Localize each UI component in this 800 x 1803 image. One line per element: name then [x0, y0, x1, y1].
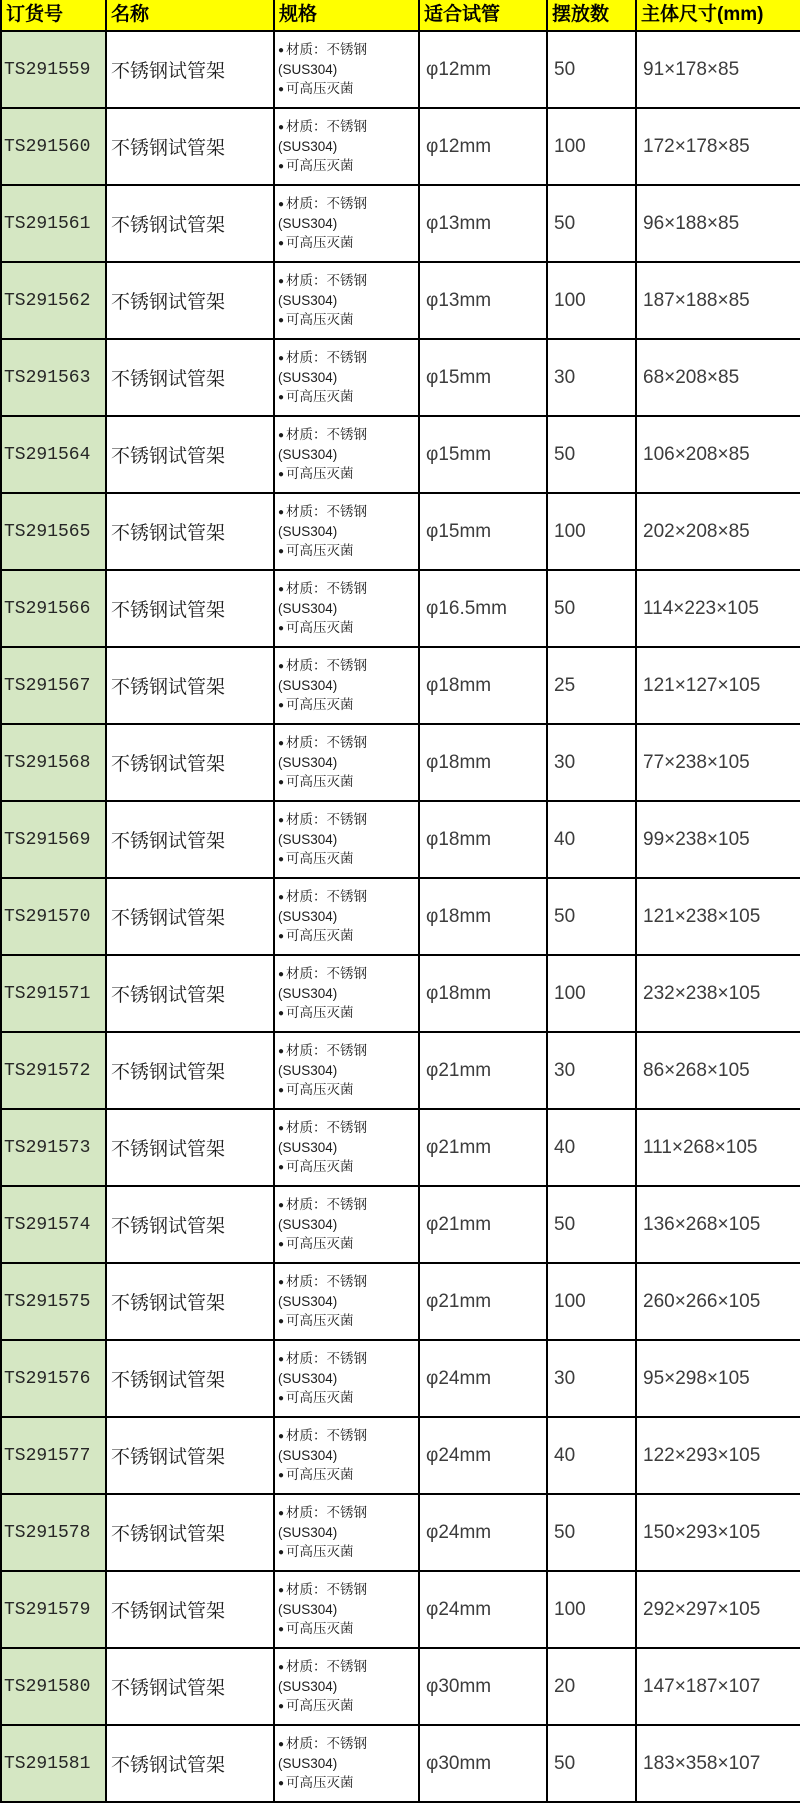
- table-body: [1, 31, 800, 1802]
- capacity-cell: 50: [547, 878, 636, 955]
- tube-size-cell: φ21mm: [419, 1109, 547, 1186]
- spec-line: ● 可高压灭菌: [278, 1544, 354, 1559]
- spec-line: ● 材质：不锈钢: [278, 504, 368, 519]
- order-no-cell: TS291571: [1, 955, 106, 1032]
- order-no-cell: TS291579: [1, 1571, 106, 1648]
- spec-cell: [274, 1186, 419, 1263]
- tube-size-cell: φ15mm: [419, 339, 547, 416]
- table-row: [1, 1263, 800, 1340]
- tube-size-cell: φ18mm: [419, 955, 547, 1032]
- spec-line: ● 可高压灭菌: [278, 235, 354, 250]
- spec-line: ● 可高压灭菌: [278, 1390, 354, 1405]
- spec-line: (SUS304): [278, 293, 338, 308]
- spec-line: ● 材质：不锈钢: [278, 42, 368, 57]
- table-row: [1, 570, 800, 647]
- dimensions-cell: 150×293×105: [636, 1494, 800, 1571]
- order-no-cell: TS291568: [1, 724, 106, 801]
- spec-line: ● 可高压灭菌: [278, 1159, 354, 1174]
- order-no-cell: TS291575: [1, 1263, 106, 1340]
- order-no-cell: TS291560: [1, 108, 106, 185]
- spec-line: ● 可高压灭菌: [278, 1236, 354, 1251]
- bullet-icon: ●: [278, 1354, 285, 1365]
- table-row: [1, 339, 800, 416]
- order-no-cell: TS291578: [1, 1494, 106, 1571]
- order-no-cell: TS291559: [1, 31, 106, 108]
- dimensions-cell: 99×238×105: [636, 801, 800, 878]
- bullet-icon: ●: [278, 1470, 285, 1481]
- spec-line: ● 材质：不锈钢: [278, 119, 368, 134]
- spec-line: (SUS304): [278, 139, 338, 154]
- spec-line: (SUS304): [278, 370, 338, 385]
- spec-line: ● 材质：不锈钢: [278, 273, 368, 288]
- product-name-cell: 不锈钢试管架: [106, 339, 274, 416]
- spec-line: (SUS304): [278, 524, 338, 539]
- bullet-icon: ●: [278, 854, 285, 865]
- spec-cell: [274, 1494, 419, 1571]
- capacity-cell: 50: [547, 1186, 636, 1263]
- spec-line: ● 材质：不锈钢: [278, 1274, 368, 1289]
- capacity-cell: 30: [547, 724, 636, 801]
- order-no-cell: TS291563: [1, 339, 106, 416]
- bullet-icon: ●: [278, 1547, 285, 1558]
- spec-line: (SUS304): [278, 678, 338, 693]
- spec-line: ● 材质：不锈钢: [278, 812, 368, 827]
- dimensions-cell: 183×358×107: [636, 1725, 800, 1802]
- product-name-cell: 不锈钢试管架: [106, 1725, 274, 1802]
- order-no-cell: TS291574: [1, 1186, 106, 1263]
- order-no-cell: TS291581: [1, 1725, 106, 1802]
- bullet-icon: ●: [278, 161, 285, 172]
- tube-size-cell: φ13mm: [419, 262, 547, 339]
- dimensions-cell: 136×268×105: [636, 1186, 800, 1263]
- table-row: [1, 1417, 800, 1494]
- spec-line: (SUS304): [278, 1063, 338, 1078]
- tube-size-cell: φ12mm: [419, 108, 547, 185]
- product-name-cell: 不锈钢试管架: [106, 801, 274, 878]
- bullet-icon: ●: [278, 315, 285, 326]
- product-name-cell: 不锈钢试管架: [106, 955, 274, 1032]
- capacity-cell: 100: [547, 955, 636, 1032]
- bullet-icon: ●: [278, 1239, 285, 1250]
- spec-line: ● 可高压灭菌: [278, 81, 354, 96]
- tube-size-cell: φ21mm: [419, 1032, 547, 1109]
- spec-line: (SUS304): [278, 832, 338, 847]
- spec-cell: [274, 647, 419, 724]
- product-name-cell: 不锈钢试管架: [106, 31, 274, 108]
- spec-line: ● 可高压灭菌: [278, 620, 354, 635]
- bullet-icon: ●: [278, 969, 285, 980]
- order-no-cell: TS291565: [1, 493, 106, 570]
- product-name-cell: 不锈钢试管架: [106, 1340, 274, 1417]
- spec-cell: [274, 1032, 419, 1109]
- bullet-icon: ●: [278, 1431, 285, 1442]
- tube-size-cell: φ15mm: [419, 493, 547, 570]
- tube-size-cell: φ30mm: [419, 1725, 547, 1802]
- bullet-icon: ●: [278, 1277, 285, 1288]
- order-no-cell: TS291576: [1, 1340, 106, 1417]
- spec-line: ● 可高压灭菌: [278, 1621, 354, 1636]
- header-cell-tube: 适合试管: [419, 0, 547, 31]
- spec-line: ● 材质：不锈钢: [278, 1120, 368, 1135]
- spec-line: (SUS304): [278, 216, 338, 231]
- product-name-cell: 不锈钢试管架: [106, 1571, 274, 1648]
- spec-line: (SUS304): [278, 1448, 338, 1463]
- dimensions-cell: 122×293×105: [636, 1417, 800, 1494]
- spec-cell: [274, 1109, 419, 1186]
- table-row: [1, 185, 800, 262]
- spec-line: ● 可高压灭菌: [278, 928, 354, 943]
- table-row: [1, 724, 800, 801]
- spec-cell: [274, 1340, 419, 1417]
- tube-size-cell: φ30mm: [419, 1648, 547, 1725]
- capacity-cell: 30: [547, 1340, 636, 1417]
- table-row: [1, 1494, 800, 1571]
- spec-line: ● 材质：不锈钢: [278, 735, 368, 750]
- bullet-icon: ●: [278, 700, 285, 711]
- bullet-icon: ●: [278, 738, 285, 749]
- dimensions-cell: 232×238×105: [636, 955, 800, 1032]
- spec-cell: [274, 878, 419, 955]
- order-no-cell: TS291570: [1, 878, 106, 955]
- bullet-icon: ●: [278, 584, 285, 595]
- spec-cell: [274, 1725, 419, 1802]
- spec-line: ● 可高压灭菌: [278, 851, 354, 866]
- header-cell-name: 名称: [106, 0, 274, 31]
- product-name-cell: 不锈钢试管架: [106, 185, 274, 262]
- spec-line: ● 材质：不锈钢: [278, 966, 368, 981]
- bullet-icon: ●: [278, 623, 285, 634]
- order-no-cell: TS291573: [1, 1109, 106, 1186]
- spec-line: ● 材质：不锈钢: [278, 889, 368, 904]
- table-row: [1, 1648, 800, 1725]
- spec-line: ● 可高压灭菌: [278, 389, 354, 404]
- capacity-cell: 100: [547, 1571, 636, 1648]
- bullet-icon: ●: [278, 892, 285, 903]
- product-name-cell: 不锈钢试管架: [106, 1417, 274, 1494]
- product-name-cell: 不锈钢试管架: [106, 1032, 274, 1109]
- table-row: [1, 1571, 800, 1648]
- bullet-icon: ●: [278, 238, 285, 249]
- capacity-cell: 100: [547, 493, 636, 570]
- bullet-icon: ●: [278, 469, 285, 480]
- dimensions-cell: 111×268×105: [636, 1109, 800, 1186]
- spec-line: ● 材质：不锈钢: [278, 658, 368, 673]
- dimensions-cell: 202×208×85: [636, 493, 800, 570]
- spec-cell: [274, 570, 419, 647]
- spec-line: (SUS304): [278, 1679, 338, 1694]
- tube-size-cell: φ12mm: [419, 31, 547, 108]
- bullet-icon: ●: [278, 1624, 285, 1635]
- spec-cell: [274, 339, 419, 416]
- bullet-icon: ●: [278, 84, 285, 95]
- spec-cell: [274, 31, 419, 108]
- spec-line: ● 材质：不锈钢: [278, 196, 368, 211]
- table-row: [1, 262, 800, 339]
- capacity-cell: 20: [547, 1648, 636, 1725]
- table-row: [1, 801, 800, 878]
- bullet-icon: ●: [278, 1739, 285, 1750]
- bullet-icon: ●: [278, 1662, 285, 1673]
- capacity-cell: 50: [547, 416, 636, 493]
- table-row: [1, 878, 800, 955]
- capacity-cell: 40: [547, 801, 636, 878]
- spec-cell: [274, 262, 419, 339]
- spec-line: (SUS304): [278, 601, 338, 616]
- order-no-cell: TS291580: [1, 1648, 106, 1725]
- spec-line: ● 材质：不锈钢: [278, 581, 368, 596]
- spec-cell: [274, 493, 419, 570]
- table-row: [1, 1109, 800, 1186]
- product-name-cell: 不锈钢试管架: [106, 724, 274, 801]
- spec-line: ● 可高压灭菌: [278, 312, 354, 327]
- bullet-icon: ●: [278, 815, 285, 826]
- order-no-cell: TS291561: [1, 185, 106, 262]
- dimensions-cell: 292×297×105: [636, 1571, 800, 1648]
- dimensions-cell: 68×208×85: [636, 339, 800, 416]
- tube-size-cell: φ18mm: [419, 724, 547, 801]
- bullet-icon: ●: [278, 276, 285, 287]
- order-no-cell: TS291564: [1, 416, 106, 493]
- dimensions-cell: 106×208×85: [636, 416, 800, 493]
- bullet-icon: ●: [278, 122, 285, 133]
- bullet-icon: ●: [278, 661, 285, 672]
- spec-line: (SUS304): [278, 1602, 338, 1617]
- capacity-cell: 50: [547, 31, 636, 108]
- spec-cell: [274, 108, 419, 185]
- table-row: [1, 1725, 800, 1802]
- spec-line: (SUS304): [278, 447, 338, 462]
- bullet-icon: ●: [278, 777, 285, 788]
- spec-line: ● 材质：不锈钢: [278, 1659, 368, 1674]
- tube-size-cell: φ18mm: [419, 878, 547, 955]
- table-row: [1, 31, 800, 108]
- spec-line: ● 可高压灭菌: [278, 1082, 354, 1097]
- product-name-cell: 不锈钢试管架: [106, 1263, 274, 1340]
- spec-line: ● 可高压灭菌: [278, 158, 354, 173]
- spec-line: ● 材质：不锈钢: [278, 1505, 368, 1520]
- product-name-cell: 不锈钢试管架: [106, 108, 274, 185]
- bullet-icon: ●: [278, 1701, 285, 1712]
- table-row: [1, 955, 800, 1032]
- spec-line: (SUS304): [278, 1294, 338, 1309]
- order-no-cell: TS291572: [1, 1032, 106, 1109]
- tube-size-cell: φ18mm: [419, 647, 547, 724]
- table-row: [1, 1340, 800, 1417]
- spec-line: (SUS304): [278, 1217, 338, 1232]
- capacity-cell: 40: [547, 1417, 636, 1494]
- spec-line: (SUS304): [278, 909, 338, 924]
- bullet-icon: ●: [278, 1393, 285, 1404]
- dimensions-cell: 77×238×105: [636, 724, 800, 801]
- dimensions-cell: 260×266×105: [636, 1263, 800, 1340]
- spec-cell: [274, 801, 419, 878]
- table-row: [1, 647, 800, 724]
- bullet-icon: ●: [278, 1085, 285, 1096]
- tube-size-cell: φ16.5mm: [419, 570, 547, 647]
- header-cell-order-no: 订货号: [1, 0, 106, 31]
- product-name-cell: 不锈钢试管架: [106, 570, 274, 647]
- tube-size-cell: φ24mm: [419, 1494, 547, 1571]
- bullet-icon: ●: [278, 392, 285, 403]
- spec-cell: [274, 185, 419, 262]
- spec-line: ● 可高压灭菌: [278, 1698, 354, 1713]
- spec-line: ● 材质：不锈钢: [278, 1582, 368, 1597]
- tube-size-cell: φ15mm: [419, 416, 547, 493]
- bullet-icon: ●: [278, 1123, 285, 1134]
- tube-size-cell: φ24mm: [419, 1340, 547, 1417]
- tube-size-cell: φ24mm: [419, 1571, 547, 1648]
- spec-line: ● 可高压灭菌: [278, 466, 354, 481]
- dimensions-cell: 147×187×107: [636, 1648, 800, 1725]
- capacity-cell: 100: [547, 262, 636, 339]
- spec-cell: [274, 1417, 419, 1494]
- spec-line: ● 可高压灭菌: [278, 1313, 354, 1328]
- bullet-icon: ●: [278, 1162, 285, 1173]
- tube-size-cell: φ18mm: [419, 801, 547, 878]
- spec-cell: [274, 416, 419, 493]
- dimensions-cell: 121×127×105: [636, 647, 800, 724]
- tube-size-cell: φ21mm: [419, 1186, 547, 1263]
- capacity-cell: 100: [547, 1263, 636, 1340]
- spec-line: ● 可高压灭菌: [278, 697, 354, 712]
- header-cell-quantity: 摆放数: [547, 0, 636, 31]
- table-row: [1, 1032, 800, 1109]
- dimensions-cell: 114×223×105: [636, 570, 800, 647]
- spec-cell: [274, 1571, 419, 1648]
- bullet-icon: ●: [278, 45, 285, 56]
- spec-line: ● 可高压灭菌: [278, 1775, 354, 1790]
- product-name-cell: 不锈钢试管架: [106, 416, 274, 493]
- spec-line: ● 可高压灭菌: [278, 1005, 354, 1020]
- capacity-cell: 100: [547, 108, 636, 185]
- capacity-cell: 25: [547, 647, 636, 724]
- spec-line: ● 材质：不锈钢: [278, 350, 368, 365]
- product-name-cell: 不锈钢试管架: [106, 1648, 274, 1725]
- product-name-cell: 不锈钢试管架: [106, 647, 274, 724]
- order-no-cell: TS291567: [1, 647, 106, 724]
- spec-cell: [274, 724, 419, 801]
- spec-line: ● 材质：不锈钢: [278, 1197, 368, 1212]
- capacity-cell: 50: [547, 185, 636, 262]
- product-name-cell: 不锈钢试管架: [106, 1109, 274, 1186]
- tube-size-cell: φ21mm: [419, 1263, 547, 1340]
- spec-cell: [274, 955, 419, 1032]
- bullet-icon: ●: [278, 1585, 285, 1596]
- bullet-icon: ●: [278, 546, 285, 557]
- tube-size-cell: φ13mm: [419, 185, 547, 262]
- table-row: [1, 493, 800, 570]
- bullet-icon: ●: [278, 931, 285, 942]
- product-name-cell: 不锈钢试管架: [106, 878, 274, 955]
- bullet-icon: ●: [278, 199, 285, 210]
- order-no-cell: TS291569: [1, 801, 106, 878]
- bullet-icon: ●: [278, 1008, 285, 1019]
- capacity-cell: 30: [547, 339, 636, 416]
- dimensions-cell: 96×188×85: [636, 185, 800, 262]
- spec-line: (SUS304): [278, 1756, 338, 1771]
- spec-line: ● 材质：不锈钢: [278, 1736, 368, 1751]
- capacity-cell: 50: [547, 570, 636, 647]
- bullet-icon: ●: [278, 1316, 285, 1327]
- spec-line: (SUS304): [278, 1525, 338, 1540]
- tube-size-cell: φ24mm: [419, 1417, 547, 1494]
- spec-line: (SUS304): [278, 986, 338, 1001]
- spec-cell: [274, 1648, 419, 1725]
- order-no-cell: TS291577: [1, 1417, 106, 1494]
- spec-line: ● 材质：不锈钢: [278, 1428, 368, 1443]
- dimensions-cell: 172×178×85: [636, 108, 800, 185]
- header-cell-spec: 规格: [274, 0, 419, 31]
- dimensions-cell: 187×188×85: [636, 262, 800, 339]
- spec-line: ● 材质：不锈钢: [278, 1351, 368, 1366]
- table-row: [1, 416, 800, 493]
- product-name-cell: 不锈钢试管架: [106, 1494, 274, 1571]
- spec-line: (SUS304): [278, 62, 338, 77]
- dimensions-cell: 95×298×105: [636, 1340, 800, 1417]
- spec-cell: [274, 1263, 419, 1340]
- spec-line: ● 可高压灭菌: [278, 1467, 354, 1482]
- bullet-icon: ●: [278, 507, 285, 518]
- spec-line: (SUS304): [278, 755, 338, 770]
- header-cell-dimensions: 主体尺寸(mm): [636, 0, 800, 31]
- product-name-cell: 不锈钢试管架: [106, 262, 274, 339]
- capacity-cell: 50: [547, 1494, 636, 1571]
- bullet-icon: ●: [278, 430, 285, 441]
- bullet-icon: ●: [278, 1046, 285, 1057]
- table-row: [1, 108, 800, 185]
- dimensions-cell: 86×268×105: [636, 1032, 800, 1109]
- product-name-cell: 不锈钢试管架: [106, 493, 274, 570]
- spec-line: ● 材质：不锈钢: [278, 427, 368, 442]
- bullet-icon: ●: [278, 353, 285, 364]
- capacity-cell: 30: [547, 1032, 636, 1109]
- bullet-icon: ●: [278, 1508, 285, 1519]
- table-row: [1, 1186, 800, 1263]
- dimensions-cell: 121×238×105: [636, 878, 800, 955]
- capacity-cell: 40: [547, 1109, 636, 1186]
- header-row: [1, 0, 800, 31]
- product-name-cell: 不锈钢试管架: [106, 1186, 274, 1263]
- spec-line: (SUS304): [278, 1371, 338, 1386]
- spec-line: ● 可高压灭菌: [278, 774, 354, 789]
- capacity-cell: 50: [547, 1725, 636, 1802]
- order-no-cell: TS291566: [1, 570, 106, 647]
- bullet-icon: ●: [278, 1778, 285, 1789]
- bullet-icon: ●: [278, 1200, 285, 1211]
- spec-line: ● 可高压灭菌: [278, 543, 354, 558]
- dimensions-cell: 91×178×85: [636, 31, 800, 108]
- order-no-cell: TS291562: [1, 262, 106, 339]
- spec-line: (SUS304): [278, 1140, 338, 1155]
- spec-line: ● 材质：不锈钢: [278, 1043, 368, 1058]
